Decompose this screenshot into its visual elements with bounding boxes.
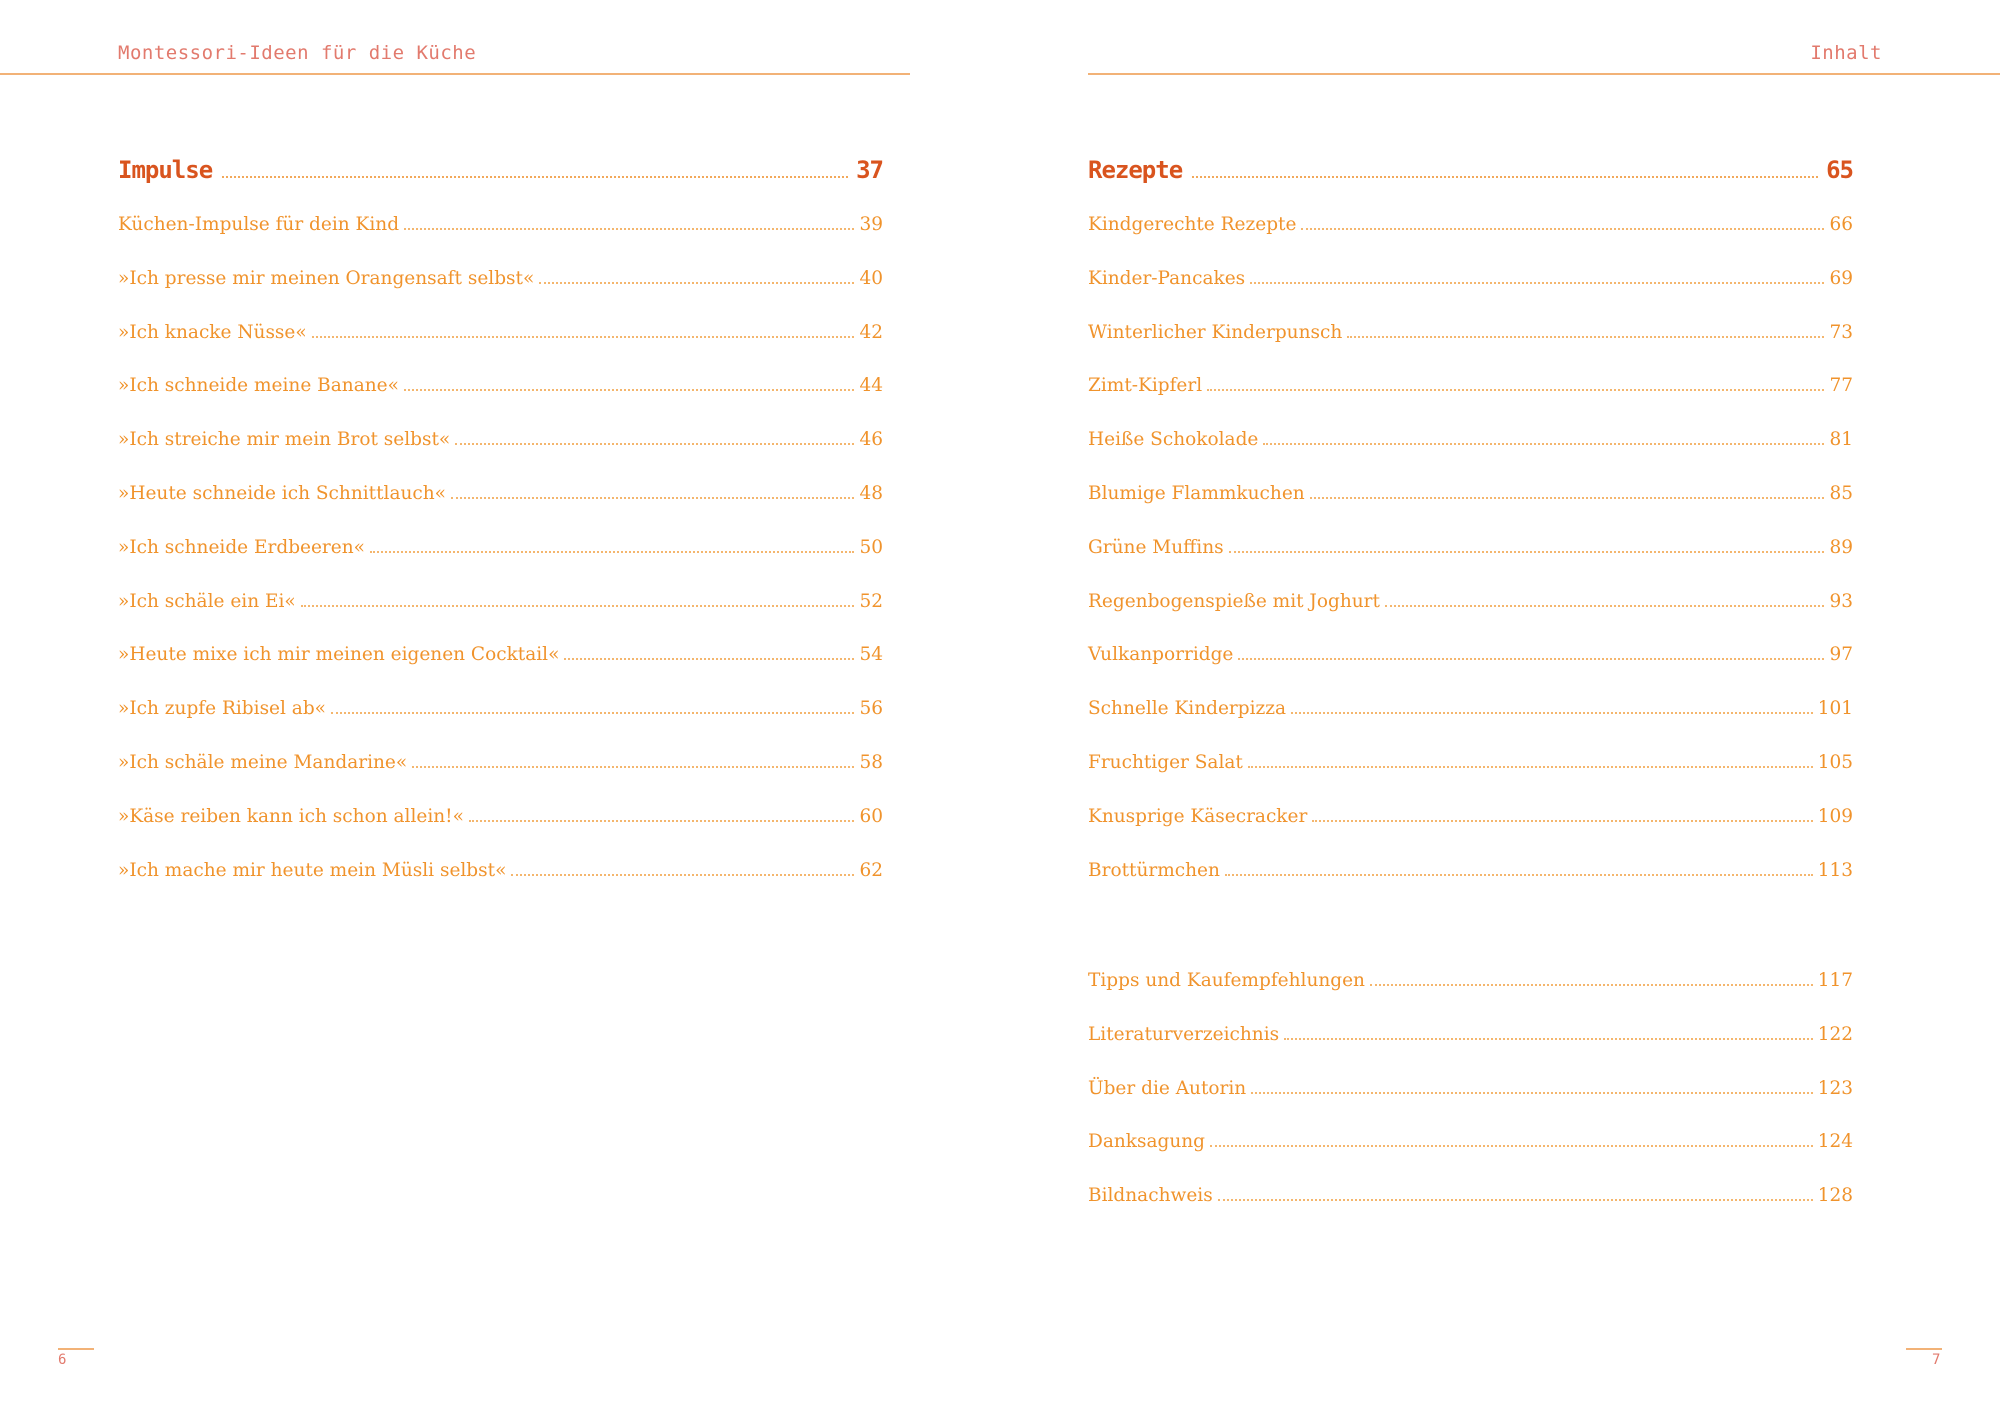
toc-appendix-entry[interactable]: [1088, 970, 1853, 1000]
toc-entry-label: Tipps und Kaufempfehlungen: [1088, 970, 1365, 991]
toc-entry-page: 89: [1829, 536, 1853, 558]
leader-dots: [1385, 605, 1825, 607]
leader-dots: [539, 282, 854, 284]
toc-entry-page: 85: [1829, 483, 1853, 504]
toc-entry[interactable]: [118, 214, 883, 244]
toc-section-rezepte[interactable]: [1088, 156, 1853, 192]
toc-entry-page: 81: [1829, 429, 1853, 451]
toc-entry-page: 46: [859, 429, 883, 451]
toc-entry-label: Kinder-Pancakes: [1088, 267, 1246, 289]
toc-entry-label: »Ich schneide Erdbeeren«: [118, 536, 365, 558]
toc-entry-page: 42: [859, 321, 883, 343]
section-page: 65: [1826, 156, 1853, 184]
leader-dots: [1310, 497, 1825, 499]
toc-entry[interactable]: [1088, 806, 1853, 836]
leader-dots: [1312, 820, 1812, 822]
leader-dots: [404, 389, 855, 391]
toc-entry[interactable]: [1088, 322, 1853, 352]
toc-entry-label: Küchen-Impulse für dein Kind: [118, 214, 400, 235]
toc-entry-label: »Ich schäle meine Mandarine«: [118, 752, 408, 773]
toc-entry-page: 40: [859, 267, 883, 289]
leader-dots: [1207, 389, 1824, 391]
leader-dots: [1218, 1199, 1813, 1201]
toc-entry[interactable]: [1088, 429, 1853, 459]
toc-entry[interactable]: [118, 429, 883, 459]
toc-entry-page: 97: [1829, 644, 1853, 666]
left-header-rule: [0, 73, 910, 75]
toc-entry[interactable]: [118, 591, 883, 621]
toc-entry[interactable]: [118, 698, 883, 728]
leader-dots: [451, 497, 854, 499]
toc-entry[interactable]: [1088, 698, 1853, 728]
toc-entry-label: Zimt-Kipferl: [1088, 375, 1203, 397]
toc-entry-label: Vulkanporridge: [1088, 644, 1234, 666]
toc-entry-page: 39: [859, 214, 883, 235]
toc-entry-label: »Käse reiben kann ich schon allein!«: [118, 805, 464, 827]
right-footer-rule: [1906, 1348, 1942, 1350]
left-running-head: Montessori-Ideen für die Küche: [118, 42, 477, 64]
leader-dots: [412, 766, 854, 768]
toc-entry-page: 73: [1829, 321, 1853, 343]
toc-entry-label: Schnelle Kinderpizza: [1088, 698, 1287, 720]
toc-entry[interactable]: [118, 322, 883, 352]
toc-entry-page: 117: [1817, 970, 1853, 991]
toc-entry[interactable]: [1088, 268, 1853, 298]
toc-entry-label: »Ich schneide meine Banane«: [118, 375, 399, 397]
toc-entry[interactable]: [1088, 591, 1853, 621]
toc-entry-label: »Ich mache mir heute mein Müsli selbst«: [118, 859, 507, 881]
leader-dots: [1370, 984, 1813, 986]
toc-entry-label: Regenbogenspieße mit Joghurt: [1088, 590, 1380, 612]
toc-entry-page: 50: [859, 536, 883, 558]
toc-entry[interactable]: [1088, 537, 1853, 567]
leader-dots: [564, 658, 854, 660]
toc-entry-label: Blumige Flammkuchen: [1088, 483, 1305, 504]
toc-entry-page: 69: [1829, 267, 1853, 289]
leader-dots: [404, 228, 854, 230]
toc-entry-label: Heiße Schokolade: [1088, 429, 1259, 451]
leader-dots: [331, 712, 854, 714]
toc-entry-label: »Ich streiche mir mein Brot selbst«: [118, 429, 451, 451]
toc-entry-page: 122: [1817, 1023, 1853, 1045]
leader-dots: [469, 820, 855, 822]
toc-entry-label: »Ich schäle ein Ei«: [118, 590, 296, 612]
leader-dots: [1263, 443, 1824, 445]
toc-entry-page: 101: [1817, 698, 1853, 720]
toc-entry-label: Knusprige Käsecracker: [1088, 805, 1308, 827]
toc-entry-page: 123: [1817, 1077, 1853, 1099]
toc-entry[interactable]: [118, 860, 883, 890]
section-title: Rezepte: [1088, 156, 1183, 184]
left-footer-rule: [58, 1348, 94, 1350]
section-page: 37: [856, 156, 883, 184]
toc-entry-label: »Ich knacke Nüsse«: [118, 321, 307, 343]
leader-dots: [370, 551, 854, 553]
toc-entry-label: Brottürmchen: [1088, 859, 1220, 881]
toc-entry[interactable]: [1088, 752, 1853, 782]
toc-entry-page: 113: [1817, 859, 1853, 881]
toc-appendix-entry[interactable]: [1088, 1131, 1853, 1161]
toc-appendix-entry[interactable]: [1088, 1078, 1853, 1108]
toc-entry-page: 109: [1817, 805, 1853, 827]
toc-entry-label: Grüne Muffins: [1088, 536, 1224, 558]
toc-entry-label: Kindgerechte Rezepte: [1088, 214, 1297, 235]
leader-dots: [1248, 766, 1813, 768]
toc-entry[interactable]: [1088, 644, 1853, 674]
toc-entry-page: 48: [859, 483, 883, 504]
toc-entry[interactable]: [1088, 483, 1853, 513]
leader-dots: [1284, 1038, 1813, 1040]
toc-entry-page: 54: [859, 644, 883, 666]
toc-entry-page: 66: [1829, 214, 1853, 235]
toc-entry-page: 52: [859, 590, 883, 612]
toc-entry[interactable]: [118, 375, 883, 405]
leader-dots: [301, 605, 855, 607]
toc-appendix-entry[interactable]: [1088, 1185, 1853, 1215]
toc-entry-page: 58: [859, 752, 883, 773]
toc-entry[interactable]: [118, 268, 883, 298]
leader-dots: [1229, 551, 1825, 553]
toc-entry-label: Über die Autorin: [1088, 1077, 1247, 1099]
leader-dots: [1225, 874, 1813, 876]
toc-entry-label: Fruchtiger Salat: [1088, 752, 1243, 773]
right-header-rule: [1088, 73, 2000, 75]
toc-entry-label: Bildnachweis: [1088, 1185, 1213, 1207]
toc-entry-label: Winterlicher Kinderpunsch: [1088, 321, 1343, 343]
toc-entry-page: 44: [859, 375, 883, 397]
toc-appendix-entry[interactable]: [1088, 1024, 1853, 1054]
section-title: Impulse: [118, 156, 213, 184]
right-page-number: 7: [1932, 1352, 1941, 1368]
toc-entry-label: »Ich zupfe Ribisel ab«: [118, 698, 326, 720]
toc-entry-page: 60: [859, 805, 883, 827]
leader-dots: [1251, 1092, 1812, 1094]
leader-dots: [1210, 1145, 1813, 1147]
toc-entry-label: »Ich presse mir meinen Orangensaft selbst«: [118, 267, 535, 289]
toc-entry[interactable]: [118, 806, 883, 836]
toc-entry[interactable]: [1088, 375, 1853, 405]
toc-entry-page: 128: [1817, 1185, 1853, 1207]
toc-entry[interactable]: [118, 483, 883, 513]
leader-dots: [1250, 282, 1824, 284]
leader-dots: [511, 874, 854, 876]
toc-entry-page: 105: [1817, 752, 1853, 773]
toc-entry-label: »Heute mixe ich mir meinen eigenen Cocktail«: [118, 644, 560, 666]
leader-dots: [1192, 176, 1818, 178]
toc-entry-page: 56: [859, 698, 883, 720]
leader-dots: [455, 443, 854, 445]
toc-entry-page: 62: [859, 859, 883, 881]
leader-dots: [312, 336, 855, 338]
toc-entry-page: 77: [1829, 375, 1853, 397]
toc-section-impulse[interactable]: [118, 156, 883, 192]
right-running-head: Inhalt: [1810, 42, 1882, 64]
toc-entry-page: 124: [1817, 1131, 1853, 1153]
toc-entry-label: »Heute schneide ich Schnittlauch«: [118, 483, 446, 504]
toc-entry[interactable]: [1088, 860, 1853, 890]
leader-dots: [222, 176, 848, 178]
toc-entry-page: 93: [1829, 590, 1853, 612]
toc-entry-label: Danksagung: [1088, 1131, 1206, 1153]
leader-dots: [1291, 712, 1813, 714]
leader-dots: [1301, 228, 1824, 230]
toc-entry[interactable]: [118, 644, 883, 674]
toc-entry-label: Literaturverzeichnis: [1088, 1023, 1280, 1045]
leader-dots: [1238, 658, 1824, 660]
left-page-number: 6: [58, 1352, 67, 1368]
toc-entry[interactable]: [118, 537, 883, 567]
toc-entry[interactable]: [1088, 214, 1853, 244]
leader-dots: [1347, 336, 1824, 338]
toc-entry[interactable]: [118, 752, 883, 782]
